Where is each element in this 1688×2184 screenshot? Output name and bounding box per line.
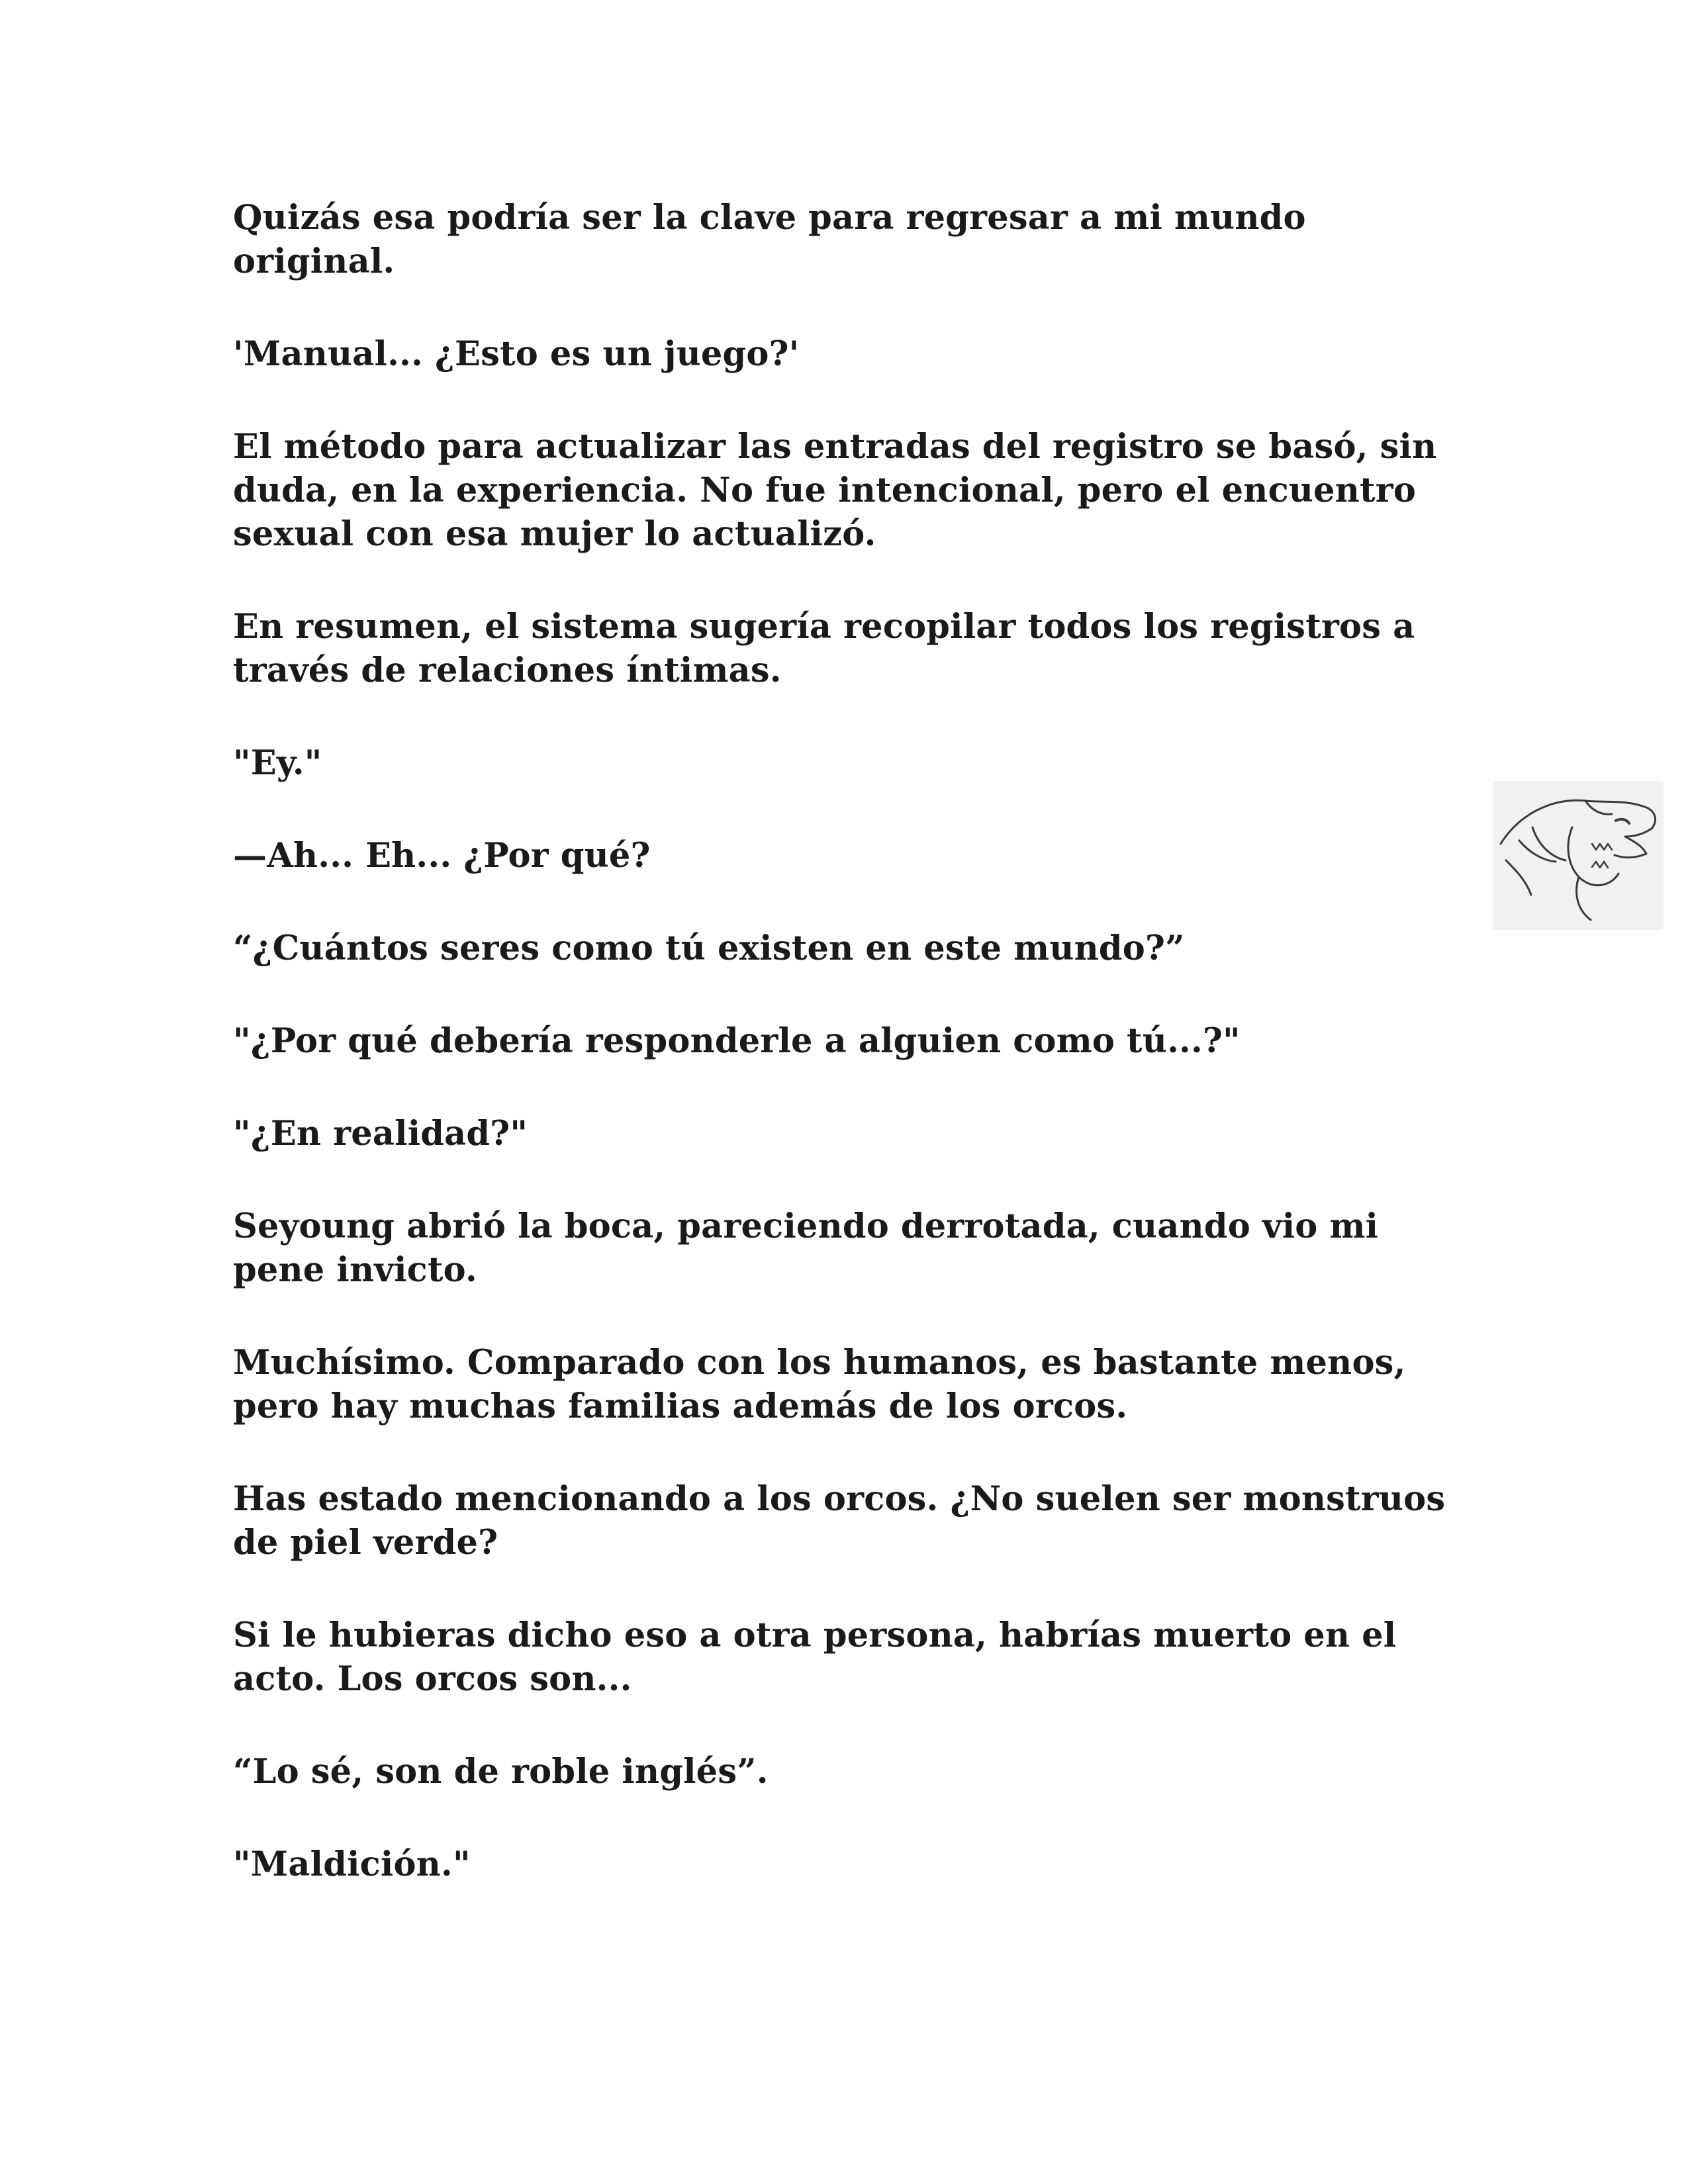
paragraph-2: 'Manual... ¿Esto es un juego?' xyxy=(233,334,800,374)
dinosaur-head-sketch-icon xyxy=(1493,781,1664,930)
paragraph-11: Muchísimo. Comparado con los humanos, es bastante menos, pero hay muchas familias además de los orcos. xyxy=(233,1343,1406,1426)
paragraph-14: “Lo sé, son de roble inglés”. xyxy=(233,1752,769,1792)
paragraph-9: "¿En realidad?" xyxy=(233,1114,528,1154)
paragraph-6: —Ah... Eh... ¿Por qué? xyxy=(233,836,651,876)
paragraph-4: En resumen, el sistema sugería recopilar todos los registros a través de relaciones íntimas. xyxy=(233,607,1415,690)
paragraph-15: "Maldición." xyxy=(233,1844,471,1884)
paragraph-3: El método para actualizar las entradas del registro se basó, sin duda, en la experiencia. No fue intencional, pero el encuentro sexual con esa mujer lo actualizó. xyxy=(233,427,1437,554)
paragraph-13: Si le hubieras dicho eso a otra persona, habrías muerto en el acto. Los orcos son... xyxy=(233,1615,1397,1699)
paragraph-7: “¿Cuántos seres como tú existen en este mundo?” xyxy=(233,929,1185,968)
paragraph-10: Seyoung abrió la boca, pareciendo derrotada, cuando vio mi pene invicto. xyxy=(233,1206,1379,1290)
paragraph-5: "Ey." xyxy=(233,743,322,783)
paragraph-8: "¿Por qué debería responderle a alguien como tú...?" xyxy=(233,1021,1241,1061)
paragraph-1: Quizás esa podría ser la clave para regresar a mi mundo original. xyxy=(233,198,1306,281)
text-body xyxy=(233,196,1464,1935)
paragraph-12: Has estado mencionando a los orcos. ¿No suelen ser monstruos de piel verde? xyxy=(233,1479,1446,1563)
